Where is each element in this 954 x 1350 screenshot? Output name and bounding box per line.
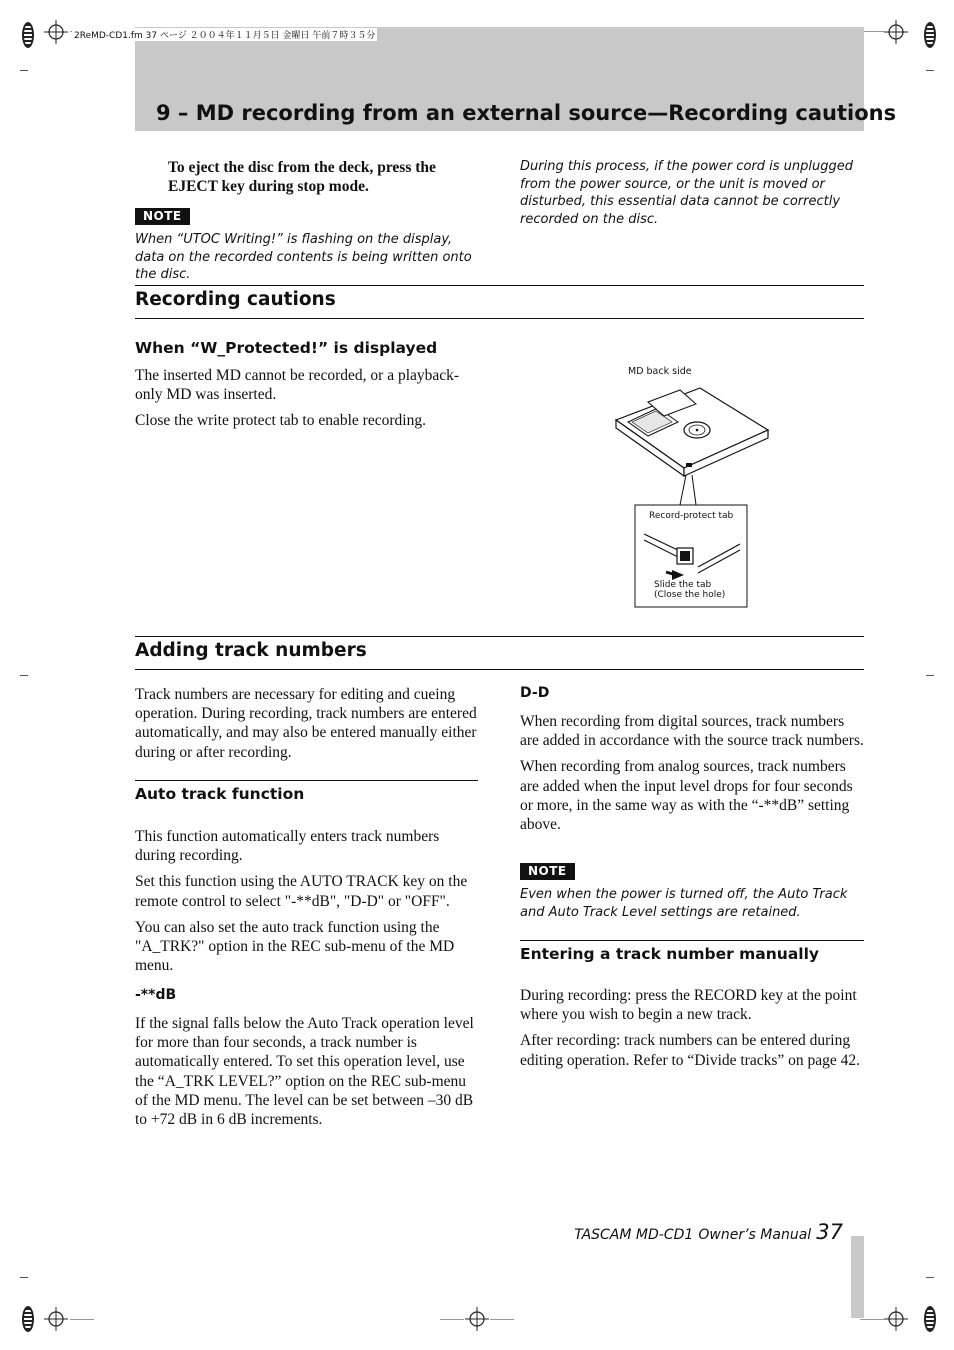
md-figure	[600, 362, 780, 612]
paragraph: During recording: press the RECORD key at the point where you wish to begin a new track.	[520, 987, 857, 1024]
subheading-w-protected: When “W_Protected!” is displayed	[135, 339, 438, 357]
paragraph: After recording: track numbers can be entered during editing operation. Refer to “Divide tracks” on page 42.	[520, 1032, 861, 1069]
section-rule-bottom	[135, 669, 864, 670]
dd-body	[520, 712, 864, 834]
section-heading-adding-track-numbers: Adding track numbers	[135, 640, 367, 661]
subheading-manual: Entering a track number manually	[520, 945, 820, 963]
registration-mark-icon	[44, 1307, 68, 1331]
section-heading-recording-cautions: Recording cautions	[135, 289, 336, 310]
footer-manual-name: TASCAM MD-CD1	[574, 1227, 694, 1243]
w-protected-body	[135, 366, 480, 431]
page-title: 9 – MD recording from an external source—Recording cautions	[156, 101, 897, 125]
subsection-rule	[135, 780, 478, 781]
figure-slide-label	[654, 580, 725, 600]
section-rule-top	[135, 285, 864, 286]
paragraph: Set this function using the AUTO TRACK key on the remote control to select "-**dB", "D-D" or "OFF".	[135, 873, 468, 910]
registration-mark-icon	[44, 20, 68, 44]
subheading-dd: D-D	[520, 685, 550, 701]
note-badge: NOTE	[520, 863, 575, 880]
side-tab	[851, 1236, 864, 1318]
note-badge: NOTE	[135, 208, 190, 225]
subheading-auto-track: Auto track function	[135, 785, 305, 803]
subheading-db: -**dB	[135, 987, 177, 1003]
power-warning: During this process, if the power cord is unplugged from the power source, or the unit is moved or disturbed, this essential data cannot be correctly recorded on the disc.	[520, 159, 853, 227]
paragraph: You can also set the auto track function using the "A_TRK?" option in the REC sub-menu of the MD menu.	[135, 918, 455, 975]
figure-slide-line2: (Close the hole)	[654, 590, 726, 600]
subsection-rule	[520, 940, 864, 941]
paragraph: When recording from analog sources, track numbers are added when the input level drops for four seconds or more, in the same way as with the “-**dB” setting above.	[520, 758, 853, 834]
auto-track-body	[135, 827, 480, 975]
registration-mark-icon	[884, 20, 908, 44]
paragraph: The inserted MD cannot be recorded, or a playback-only MD was inserted.	[135, 367, 460, 404]
figure-title: MD back side	[628, 366, 692, 377]
track-numbers-intro: Track numbers are necessary for editing and cueing operation. During recording, track numbers are entered automatically, and may also be entered manually either during or after recording.	[135, 686, 477, 761]
manual-body	[520, 986, 864, 1070]
footer-manual-suffix: Owner’s Manual	[698, 1227, 812, 1243]
paragraph: Close the write protect tab to enable recording.	[135, 412, 426, 430]
paragraph: This function automatically enters track numbers during recording.	[135, 828, 440, 865]
page-number: 37	[816, 1220, 843, 1244]
print-header: 2ReMD-CD1.fm 37 ページ ２００４年１１月５日 金曜日 午前７時３５分	[72, 28, 377, 41]
registration-mark-icon	[465, 1307, 489, 1331]
footer	[574, 1220, 843, 1244]
db-body: If the signal falls below the Auto Track operation level for more than four seconds, a track number is automatically entered. To set this operation level, use the “A_TRK LEVEL?” option on the REC sub-menu of the MD menu. The level can be set between –30 dB to +72 dB in 6 dB increments.	[135, 1015, 474, 1129]
section-rule-bottom	[135, 318, 864, 319]
eject-instruction: To eject the disc from the deck, press the EJECT key during stop mode.	[168, 159, 436, 196]
section-rule-top	[135, 636, 864, 637]
paragraph: When recording from digital sources, track numbers are added in accordance with the source track numbers.	[520, 713, 864, 750]
registration-mark-icon	[884, 1307, 908, 1331]
note-text: Even when the power is turned off, the Auto Track and Auto Track Level settings are retained.	[520, 887, 848, 920]
figure-slide-line1: Slide the tab	[654, 580, 712, 590]
note-text: When “UTOC Writing!” is flashing on the display, data on the recorded contents is being written onto the disc.	[135, 232, 472, 282]
minidisc-icon	[600, 362, 780, 612]
figure-tab-label: Record-protect tab	[649, 511, 734, 521]
